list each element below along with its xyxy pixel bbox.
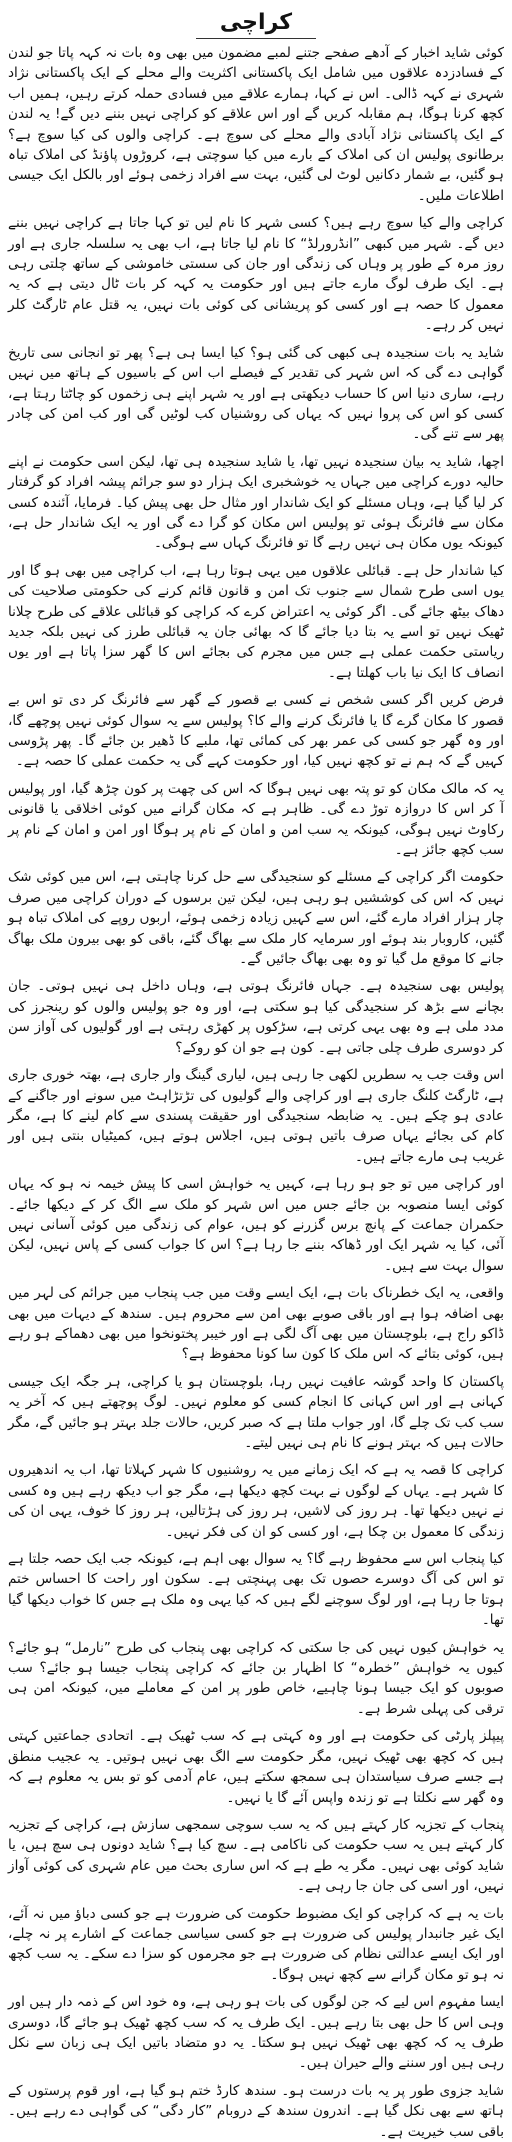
paragraph: واقعی، یہ ایک خطرناک بات ہے، ایک ایسے وقت میں جب پنجاب میں جرائم کی لہر میں بھی اضافہ ہوا ہے اور باقی صوبے بھی امن سے محروم ہیں۔ سندھ کے دیہات میں بھی ڈاکو راج ہے، بلوچستان میں بھی آگ لگی ہے اور خیبر پختونخوا میں بھی دھماکے ہو رہے ہیں، کوئی بتائے کہ اس ملک کا کون سا کونا محفوظ ہے؟ [8,1285,504,1363]
paragraph: حکومت اگر کراچی کے مسئلے کو سنجیدگی سے حل کرنا چاہتی ہے، اس میں کوئی شک نہیں کہ اس کی کوششیں ہو رہی ہیں، لیکن تین برسوں کے دوران کراچی میں صرف چار ہزار افراد مارے گئے، اس سے کہیں زیادہ زخمی ہوئے، اربوں روپے کی املاک تباہ ہو گئیں، کاروبار بند ہوئے اور سرمایہ کار ملک سے بھاگ گئے، باقی کو بھی بیرون ملک بھاگ جانے کا موقع مل گیا تو وہ بھی بھاگ جائیں گے۔ [8,869,504,968]
paragraph: ایسا مفہوم اس لیے کہ جن لوگوں کی بات ہو رہی ہے، وہ خود اس کے ذمہ دار ہیں اور وہی اس کا حل بھی بتا رہے ہیں۔ ایک طرف یہ کہ سب کچھ ٹھیک ہو جائے گا، دوسری طرف یہ کہ کچھ بھی ٹھیک نہیں ہو سکتا۔ یہ دو متضاد باتیں ایک ہی زبان سے نکل رہی ہیں اور سننے والے حیران ہیں۔ [8,1994,504,2072]
paragraph: یہ خواہش کیوں نہیں کی جا سکتی کہ کراچی بھی پنجاب کی طرح ”نارمل“ ہو جائے؟ کیوں یہ خواہش ”خطرہ“ کا اظہار بن جائے کہ کراچی پنجاب جیسا ہو جائے؟ سب صوبوں کو ایک جیسا ہونا چاہیے، خاص طور پر امن کے معاملے میں، کیونکہ امن ہی ترقی کی پہلی شرط ہے۔ [8,1639,504,1717]
paragraph: کوئی شاید اخبار کے آدھے صفحے جتنے لمبے مضمون میں بھی وہ بات نہ کہہ پاتا جو لندن کے فسادزدہ علاقوں میں شامل ایک پاکستانی اکثریت والے محلے کے ایک پاکستانی نژاد شہری نے کہہ ڈالی۔ اس نے کہا، ہمارے علاقے میں فسادی حملہ کرتے رہیں، ہمیں اب کچھ کرنا ہوگا، ہم مقابلہ کریں گے اور اس علاقے کو کراچی نہیں بننے دیں گے! یہ لندن کے ایک پاکستانی نژاد آبادی والے محلے کی سوچ ہے۔ کراچی والوں کی کیا سوچ ہے؟ برطانوی پولیس ان کی املاک کے بارے میں کیا سوچتی ہے، کروڑوں پاؤنڈ کی املاک تباہ ہو گئیں، بے شمار دکانیں لوٹ لی گئیں، بہت سے افراد زخمی ہوئے اور بالکل ایک جیسی اطلاعات ملیں۔ [8,45,504,204]
paragraph: فرض کریں اگر کسی شخص نے کسی بے قصور کے گھر سے فائرنگ کر دی تو اس بے قصور کا مکان گرے گا یا فائرنگ کرنے والے کا؟ پولیس سے یہ سوال کوئی نہیں پوچھے گا، اور وہ گھر جو کسی کی عمر بھر کی کمائی تھا، ملبے کا ڈھیر بن جائے گا۔ پھر پڑوسی کہیں گے کہ ہم نے تو کچھ نہیں کیا، اور حکومت کہے گی یہ حکمت عملی کا حصہ ہے۔ [8,692,504,770]
paragraph: کراچی والے کیا سوچ رہے ہیں؟ کسی شہر کا نام لیں تو کہا جاتا ہے کراچی نہیں بننے دیں گے۔ شہر میں کبھی ”انڈرورلڈ“ کا نام لیا جاتا ہے، اب بھی یہ سلسلہ جاری ہے اور روز مرہ کے طور پر وہاں کی زندگی اور جان کی سستی خاموشی کے ساتھ چلتی رہی ہے۔ ایک طرف لوگ مارے جاتے ہیں اور حکومت یہ کہہ کر بات ٹال دیتی ہے کہ یہ معمول کا حصہ ہے اور کسی کو پریشانی کی کوئی بات نہیں، یہ قتل عام ٹارگٹ کلر نہیں کر رہے۔ [8,215,504,334]
paragraph: پنجاب کے تجزیہ کار کہتے ہیں کہ یہ سب سوچی سمجھی سازش ہے، کراچی کے تجزیہ کار کہتے ہیں یہ سب حکومت کی ناکامی ہے۔ سچ کیا ہے؟ شاید دونوں ہی سچ ہیں، یا شاید کوئی بھی نہیں۔ مگر یہ طے ہے کہ اس ساری بحث میں عام شہری کی کوئی آواز نہیں، اور اسی کی جان جا رہی ہے۔ [8,1816,504,1895]
paragraph: اور کراچی میں تو جو ہو رہا ہے، کہیں یہ خواہش اسی کا پیش خیمہ نہ ہو کہ یہاں کوئی ایسا منصوبہ بن جائے جس میں اس شہر کو ملک سے الگ کر کے دیکھا جائے۔ حکمران جماعت کے پانچ برس گزرنے کو ہیں، عوام کی زندگی میں کوئی آسانی نہیں آئی، کیا یہ شہر ایک اور ڈھاکہ بننے جا رہا ہے؟ اس کا جواب کسی کے پاس نہیں، لیکن سوال بہت سے ہیں۔ [8,1176,504,1274]
paragraph: پولیس بھی سنجیدہ ہے۔ جہاں فائرنگ ہوتی ہے، وہاں داخل ہی نہیں ہوتی۔ جان بچانے سے بڑھ کر سنجیدگی کیا ہو سکتی ہے، اور وہ جو پولیس والوں کو رینجرز کی مدد ملی ہے وہ بھی یہی کرتی ہے، سڑکوں پر کھڑی رہتی ہے اور گولیوں کی آواز سن کر دوسری طرف چلی جاتی ہے۔ کون ہے جو ان کو روکے؟ [8,978,504,1056]
article-body [8,43,504,2142]
paragraph: شاید جزوی طور پر یہ بات درست ہو۔ سندھ کارڈ ختم ہو گیا ہے، اور قوم پرستوں کے ہاتھ سے بھی نکل گیا ہے۔ اندرون سندھ کے دروبام ”کار دگی“ کی گواہی دے رہے ہیں۔ باقی سب خیریت ہے۔ [8,2082,504,2140]
paragraph: اچھا، شاید یہ بیان سنجیدہ نہیں تھا، یا شاید سنجیدہ ہی تھا، لیکن اسی حکومت نے اپنے حالیہ دورے کراچی میں جہاں یہ خوشخبری ایک ہزار دو سو جرائم پیشہ افراد کو گرفتار کر لیا گیا ہے، وہاں مسئلے کو ایک شاندار اور مثال حل بھی پیش کیا۔ فرمایا، آئندہ کسی مکان سے فائرنگ ہوئی تو پولیس اس مکان کو گرا دے گی اور یہ ایک شاندار حل ہے، کیونکہ یوں مکان ہی نہیں رہے گا تو فائرنگ کہاں سے ہوگی۔ [8,453,504,552]
paragraph: پاکستان کا واحد گوشہ عافیت نہیں رہا، بلوچستان ہو یا کراچی، ہر جگہ ایک جیسی کہانی ہے اور اس کہانی کا انجام کسی کو معلوم نہیں۔ لوگ پوچھتے ہیں کہ آخر یہ سب کب تک چلے گا، اور جواب ملتا ہے کہ صبر کریں، حالات جلد بہتر ہو جائیں گے، مگر حالات ہیں کہ بہتر ہونے کا نام ہی نہیں لیتے۔ [8,1373,504,1451]
paragraph: یہ کہ مالک مکان کو تو پتہ بھی نہیں ہوگا کہ اس کی چھت پر کون چڑھ گیا، اور پولیس آ کر اس کا دروازہ توڑ دے گی۔ ظاہر ہے کہ مکان گرانے میں کوئی اخلاقی یا قانونی رکاوٹ نہیں ہوگی، کیونکہ یہ سب امن و امان کے نام پر ہوگا اور امن و امان کے نام پر سب کچھ جائز ہے۔ [8,780,504,859]
article-title: کراچی [196,8,316,39]
paragraph: اس وقت جب یہ سطریں لکھی جا رہی ہیں، لیاری گینگ وار جاری ہے، بھتہ خوری جاری ہے، ٹارگٹ کلنگ جاری ہے اور کراچی والے گولیوں کی تڑتڑاہٹ میں سونے اور جاگنے کے عادی ہو چکے ہیں۔ یہ ضابطہ سنجیدگی اور حقیقت پسندی سے کام لینے کا ہے، مگر کام کی بجائے یہاں صرف باتیں ہوتی ہیں، اجلاس ہوتے ہیں، کمیٹیاں بنتی ہیں اور غریب ہی مارے جاتے ہیں۔ [8,1067,504,1165]
paragraph: کراچی کا قصہ یہ ہے کہ ایک زمانے میں یہ روشنیوں کا شہر کہلاتا تھا، اب یہ اندھیروں کا شہر ہے۔ یہاں کے لوگوں نے بہت کچھ دیکھا ہے، مگر جو اب دیکھ رہے ہیں وہ کسی نے نہیں دیکھا تھا۔ ہر روز کی لاشیں، ہر روز کی ہڑتالیں، ہر روز کا خوف، یہی ان کی زندگی کا معمول بن چکا ہے، اور کسی کو ان کی فکر نہیں۔ [8,1462,504,1540]
paragraph: پیپلز پارٹی کی حکومت ہے اور وہ کہتی ہے کہ سب ٹھیک ہے۔ اتحادی جماعتیں کہتی ہیں کہ کچھ بھی ٹھیک نہیں، مگر حکومت سے الگ بھی نہیں ہوتیں۔ یہ عجیب منطق ہے جسے صرف سیاستدان ہی سمجھ سکتے ہیں، عام آدمی کو تو بس یہ معلوم ہے کہ وہ گھر سے نکلتا ہے تو زندہ واپس آئے گا یا نہیں۔ [8,1728,504,1806]
paragraph: کیا شاندار حل ہے۔ قبائلی علاقوں میں یہی ہوتا رہا ہے، اب کراچی میں بھی ہو گا اور یوں اسی طرح شمال سے جنوب تک امن و قانون قائم کرنے کی حکومتی صلاحیت کی دھاک بیٹھ جائے گی۔ اگر کوئی یہ اعتراض کرے کہ کراچی کو قبائلی علاقے کی طرح چلانا ٹھیک نہیں تو اسے یہ بتا دیا جائے گا کہ بھائی جان یہ قبائلی طرز کی نہیں بلکہ جدید ریاستی حکمت عملی ہے جس میں مجرم کی بجائے اس کا گھر سزا پاتا ہے اور یوں انصاف کا ایک نیا باب کھلتا ہے۔ [8,562,504,681]
paragraph: شاید یہ بات سنجیدہ ہی کبھی کی گئی ہو؟ کیا ایسا ہی ہے؟ پھر تو انجانی سی تاریخ گواہی دے گی کہ اس شہر کی تقدیر کے فیصلے اب اس کے باسیوں کے ہاتھ میں نہیں رہے، ساری دنیا اس کا حساب دیکھتی ہے اور یہ شہر اپنے ہی زخموں کو چاٹتا رہتا ہے، کسی کو اس کی پروا نہیں کہ یہاں کی روشنیاں کب لوٹیں گی اور کب امن کی چادر پھر سے تنے گی۔ [8,344,504,443]
paragraph: بات یہ ہے کہ کراچی کو ایک مضبوط حکومت کی ضرورت ہے جو کسی دباؤ میں نہ آئے، ایک غیر جانبدار پولیس کی ضرورت ہے جو کسی سیاسی جماعت کے اشارے پر نہ چلے، اور ایک ایسے عدالتی نظام کی ضرورت ہے جو مجرموں کو سزا دے سکے۔ یہ سب کچھ نہ ہو تو مکان گرانے سے کچھ نہیں ہوگا۔ [8,1905,504,1983]
paragraph: کیا پنجاب اس سے محفوظ رہے گا؟ یہ سوال بھی اہم ہے، کیونکہ جب ایک حصہ جلتا ہے تو اس کی آگ دوسرے حصوں تک بھی پہنچتی ہے۔ سکون اور راحت کا احساس ختم ہوتا جا رہا ہے، اور لوگ سوچنے لگے ہیں کہ کیا یہی وہ ملک ہے جس کا خواب دیکھا گیا تھا۔ [8,1551,504,1629]
